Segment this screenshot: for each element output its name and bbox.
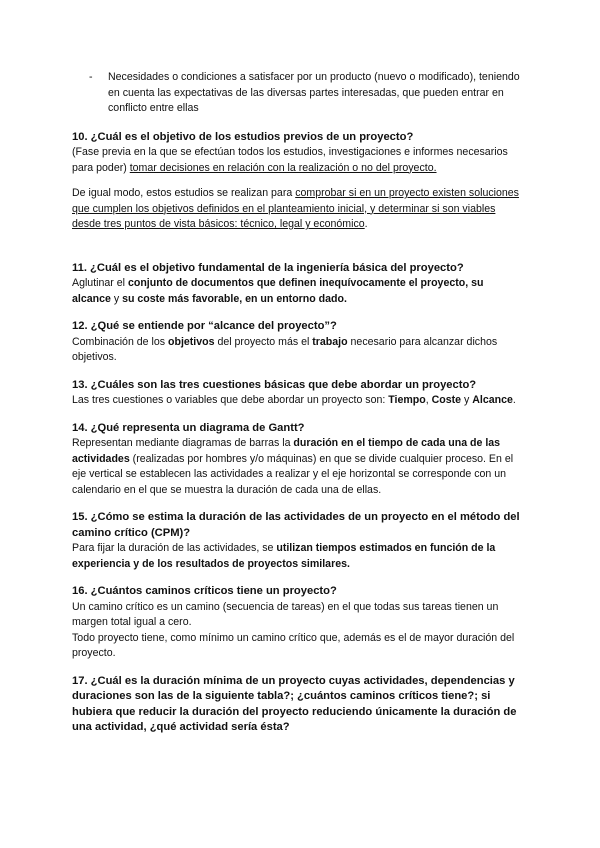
section-q10: [72, 130, 524, 233]
question-16-paragraph-1: Un camino crítico es un camino (secuencia de tareas) en el que todas sus tareas tienen un margen total igual a cero.: [72, 600, 499, 628]
bold-text: su coste más favorable, en un entorno dado.: [122, 292, 347, 305]
bold-text: Alcance: [472, 394, 513, 406]
question-10-title: 10. ¿Cuál es el objetivo de los estudios previos de un proyecto?: [72, 130, 414, 143]
question-15-title: 15. ¿Cómo se estima la duración de las actividades de un proyecto en el método del camino crítico (CPM)?: [72, 511, 520, 539]
question-14-title: 14. ¿Qué representa un diagrama de Gantt?: [72, 421, 305, 434]
section-q12: [72, 319, 524, 366]
bold-text: objetivos: [168, 335, 215, 348]
text-run: (realizadas por hombres y/o máquinas) en que se divide cualquier proceso. En el eje vertical se establecen las actividades a realizar y el eje horizontal se corresponde con un calendario en el que se muestra la duración de cada una de ellas.: [72, 452, 514, 496]
document-page: [72, 70, 524, 748]
text-run: Combinación de los: [72, 335, 168, 348]
text-run: Para fijar la duración de las actividades, se: [72, 542, 277, 554]
question-13-title: 13. ¿Cuáles son las tres cuestiones básicas que debe abordar un proyecto?: [72, 378, 477, 391]
section-q14: [72, 421, 524, 499]
text-run: (Fase previa en la que se efectúan todos los estudios, investigaciones e informes necesarios para poder): [72, 146, 508, 174]
text-run: .: [512, 394, 516, 406]
underlined-text: tomar decisiones en relación con la realización o no del proyecto.: [129, 161, 437, 174]
bullet-item: [72, 70, 524, 117]
text-run: Las tres cuestiones o variables que debe abordar un proyecto son:: [72, 394, 389, 406]
text-run: .: [364, 218, 368, 230]
question-12-title: 12. ¿Qué se entiende por “alcance del proyecto”?: [72, 320, 337, 332]
text-run: y: [461, 394, 473, 406]
question-10-paragraph-2: [72, 186, 524, 233]
section-q17: [72, 674, 524, 736]
bold-text: Tiempo: [388, 394, 426, 406]
question-16-title: 16. ¿Cuántos caminos críticos tiene un proyecto?: [72, 585, 337, 597]
section-q16: [72, 584, 524, 662]
underlined-text: comprobar si en un proyecto existen soluciones que cumplen los objetivos definidos en el planteamiento inicial, y determinar si son viables desde tres puntos de vista básicos: técnico, legal y económico: [72, 187, 519, 230]
text-run: Representan mediante diagramas de barras la: [72, 437, 294, 449]
text-run: ,: [425, 394, 432, 406]
bold-text: utilizan tiempos estimados en función de la experiencia y de los resultados de proyectos similares.: [72, 542, 496, 570]
bullet-dash: -: [89, 71, 93, 83]
bold-text: Coste: [431, 394, 462, 406]
bullet-text: Necesidades o condiciones a satisfacer por un producto (nuevo o modificado), teniendo en cuenta las expectativas de las diversas partes interesadas, que pueden entrar en conflicto entre ellas: [108, 71, 520, 114]
question-15-answer: [72, 541, 524, 572]
question-11-answer: [72, 276, 524, 307]
text-run: De igual modo, estos estudios se realizan para: [72, 187, 296, 199]
section-q15: [72, 510, 524, 572]
question-11-title: 11. ¿Cuál es el objetivo fundamental de la ingeniería básica del proyecto?: [72, 261, 464, 274]
bold-text: duración en el tiempo de cada una de las actividades: [72, 437, 501, 465]
text-run: Aglutinar el: [72, 277, 128, 289]
question-12-answer: [72, 335, 524, 366]
question-13-answer: [72, 393, 524, 409]
text-run: del proyecto más el: [214, 335, 313, 348]
bold-text: trabajo: [312, 335, 348, 348]
text-run: necesario para alcanzar dichos objetivos.: [72, 335, 498, 363]
question-17-title: 17. ¿Cuál es la duración mínima de un proyecto cuyas actividades, dependencias y duraciones son las de la siguiente tabla?; ¿cuántos caminos críticos tiene?; si hubiera que reducir la duración del proyecto reduciendo únicamente la duración de una actividad, ¿qué actividad sería ésta?: [72, 674, 517, 733]
text-run: y: [110, 292, 123, 305]
question-10-paragraph-1: [72, 145, 524, 176]
question-14-answer: [72, 436, 524, 498]
bold-text: conjunto de documentos que definen inequívocamente el proyecto, su alcance: [72, 277, 484, 305]
section-q11: [72, 261, 524, 308]
question-16-paragraph-2: Todo proyecto tiene, como mínimo un camino crítico que, además es el de mayor duración del proyecto.: [72, 631, 515, 659]
section-q13: [72, 378, 524, 409]
